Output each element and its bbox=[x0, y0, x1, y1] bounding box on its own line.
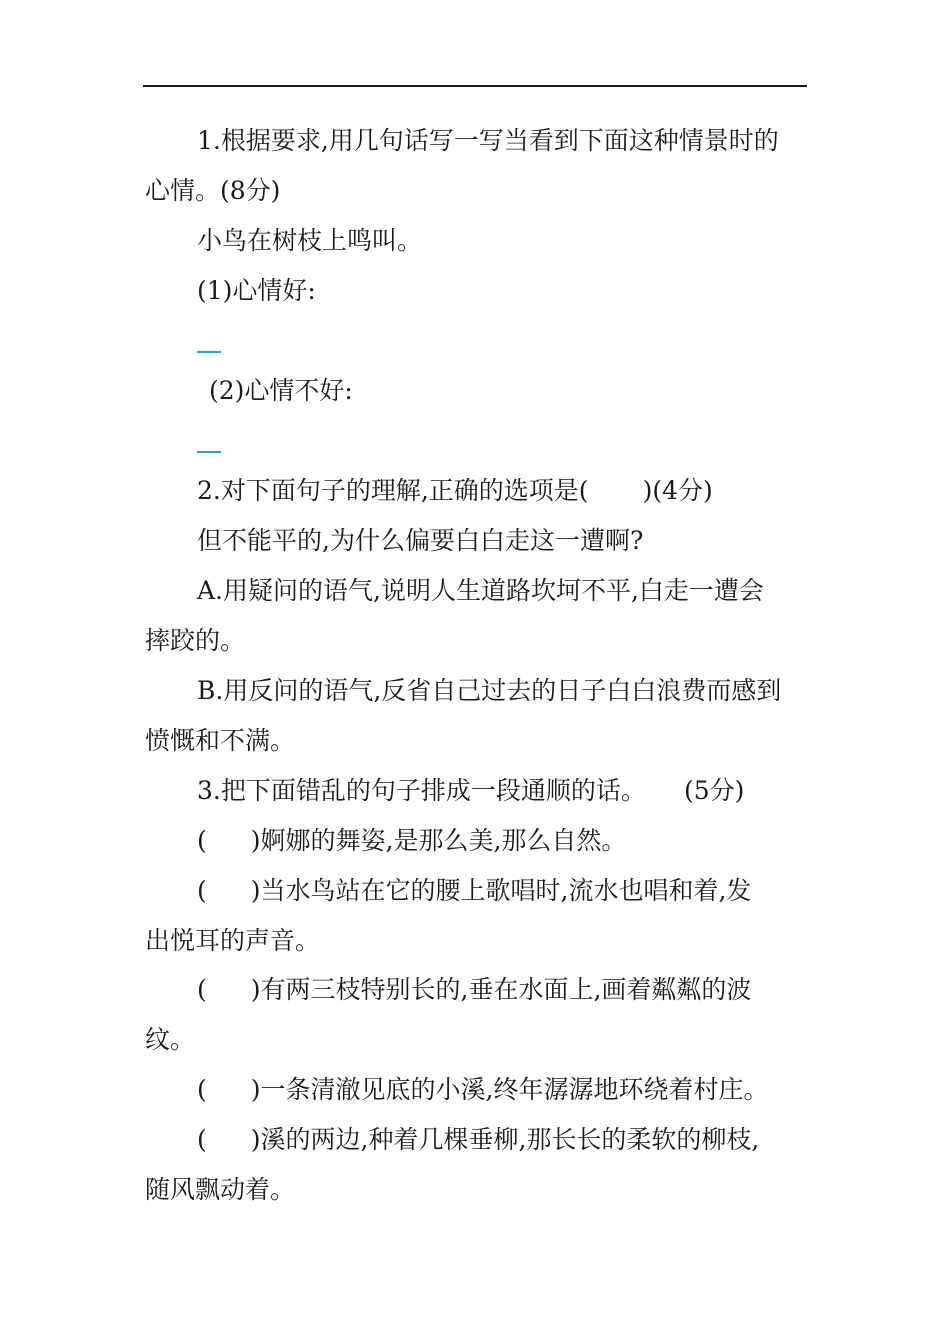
q3-item4-text: 一条清澈见底的小溪,终年潺潺地环绕着村庄。 bbox=[260, 1075, 769, 1104]
paren-close: ) bbox=[250, 975, 261, 1004]
q1-prompt-line2: 心情。(8分) bbox=[145, 176, 281, 205]
q3-item3-line1 bbox=[197, 973, 751, 1007]
q3-item5-text: 溪的两边,种着几棵垂柳,那长长的柔软的柳枝, bbox=[260, 1125, 760, 1154]
q3-item1 bbox=[197, 824, 626, 858]
q3-score: (5分) bbox=[684, 776, 745, 805]
q3-item1-text: 婀娜的舞姿,是那么美,那么自然。 bbox=[260, 826, 627, 855]
q1-sub2-label: (2)心情不好: bbox=[209, 376, 353, 405]
paren-open: ( bbox=[197, 1075, 207, 1104]
paren-close: ) bbox=[250, 1125, 261, 1154]
q1-sub2-answer-line[interactable] bbox=[197, 451, 221, 453]
q2-sentence: 但不能平的,为什么偏要白白走这一遭啊? bbox=[197, 526, 644, 555]
q1-prompt-line1: 1.根据要求,用几句话写一写当看到下面这种情景时的 bbox=[197, 126, 779, 155]
paren-close: ) bbox=[250, 876, 261, 905]
q2-prompt-after: )(4分) bbox=[642, 476, 713, 505]
q3-item5-line1 bbox=[197, 1123, 759, 1157]
q3-prompt: 3.把下面错乱的句子排成一段通顺的话。 bbox=[197, 776, 646, 805]
top-rule bbox=[143, 85, 807, 87]
paren-open: ( bbox=[197, 876, 207, 905]
paren-open: ( bbox=[197, 975, 207, 1004]
q3-item4 bbox=[197, 1073, 768, 1107]
paren-open: ( bbox=[197, 1125, 207, 1154]
q1-sub1-answer-line[interactable] bbox=[197, 351, 221, 353]
q3-item3-line2: 纹。 bbox=[145, 1025, 196, 1054]
q2-option-a-line1: A.用疑问的语气,说明人生道路坎坷不平,白走一遭会 bbox=[197, 576, 764, 605]
q3-item5-line2: 随风飘动着。 bbox=[145, 1175, 296, 1204]
q1-scene: 小鸟在树枝上鸣叫。 bbox=[197, 226, 423, 255]
q3-item2-text: 当水鸟站在它的腰上歌唱时,流水也唱和着,发 bbox=[260, 876, 752, 905]
paren-close: ) bbox=[250, 826, 261, 855]
q1-sub1-label: (1)心情好: bbox=[197, 276, 316, 305]
q3-item2-line2: 出悦耳的声音。 bbox=[145, 926, 321, 955]
q3-item2-line1 bbox=[197, 874, 751, 908]
q3-item3-text: 有两三枝特别长的,垂在水面上,画着粼粼的波 bbox=[260, 975, 752, 1004]
q2-option-a-line2: 摔跤的。 bbox=[145, 626, 246, 655]
q2-prompt bbox=[197, 474, 713, 508]
paren-close: ) bbox=[250, 1075, 261, 1104]
paren-open: ( bbox=[197, 826, 207, 855]
q2-option-b-line1: B.用反问的语气,反省自己过去的日子白白浪费而感到 bbox=[197, 676, 782, 705]
q2-option-b-line2: 愤慨和不满。 bbox=[145, 726, 296, 755]
q2-prompt-before: 2.对下面句子的理解,正确的选项是( bbox=[197, 476, 589, 505]
